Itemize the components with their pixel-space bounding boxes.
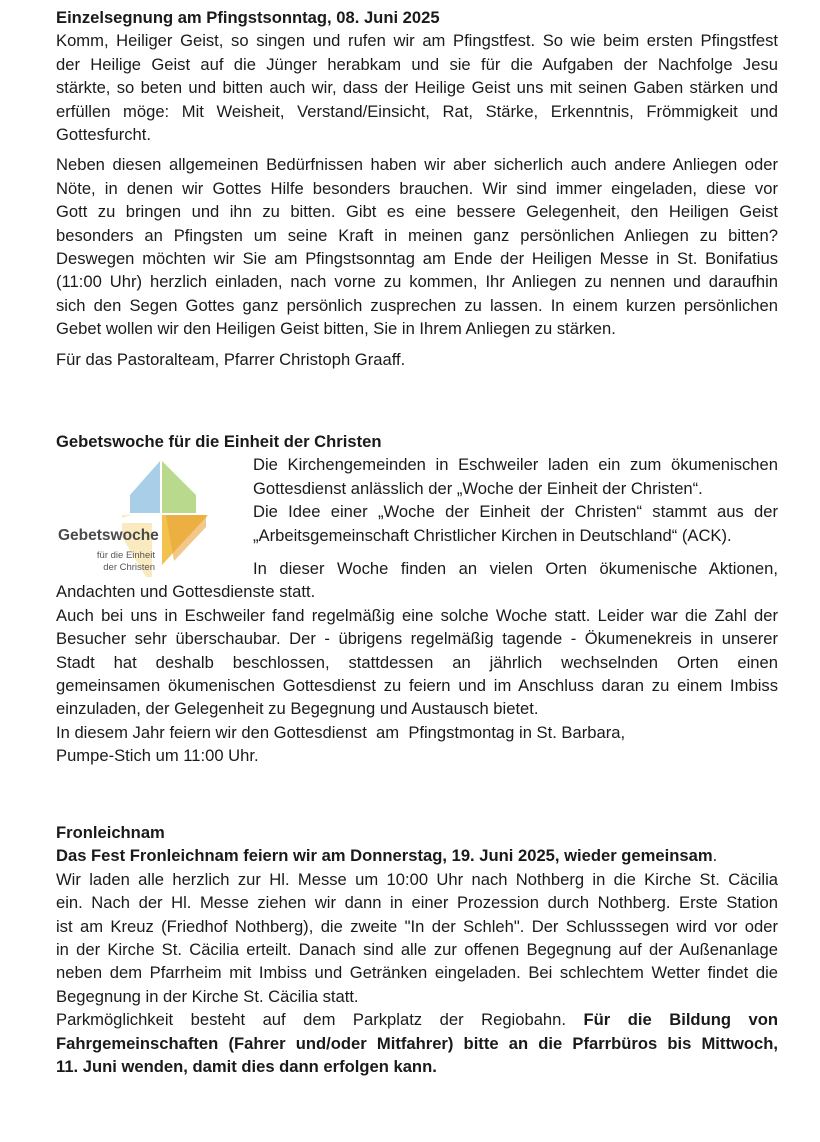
text-line: Besucher sehr überschaubar. Der - übrigens regelmäßig tagende - Ökumenekreis in unserer xyxy=(56,629,778,649)
logo-title: Gebetswoche xyxy=(58,527,159,544)
text-line: (11:00 Uhr) herzlich einladen, nach vorne zu kommen, Ihr Anliegen zu nennen und daraufhin xyxy=(56,272,778,292)
text-line: Die Kirchengemeinden in Eschweiler laden ein zum ökumenischen xyxy=(253,455,778,475)
section-gebetswoche xyxy=(56,430,778,768)
text-line xyxy=(56,1008,778,1031)
text-line: der Heilige Geist auf die Jünger herabkam und sie für die Aufgaben der Nachfolge Jesu xyxy=(56,54,778,74)
text-line: Gebet wollen wir den Heiligen Geist bitten, Sie in Ihrem Anliegen zu stärken. xyxy=(56,319,616,339)
text-line: sich den Segen Gottes ganz persönlich zusprechen zu lassen. In einem kurzen persönlichen xyxy=(56,295,778,315)
text-line: Die Idee einer „Woche der Einheit der Christen“ stammt aus der xyxy=(253,502,778,522)
text-line: Wir laden alle herzlich zur Hl. Messe um 10:00 Uhr nach Nothberg in die Kirche St. Cäcilia xyxy=(56,869,778,889)
text-line: Stadt hat deshalb beschlossen, stattdessen an jährlich wechselnden Orten einen xyxy=(56,652,778,672)
text-line: 11. Juni wenden, damit dies dann erfolgen kann. xyxy=(56,1057,437,1077)
section-fronleichnam xyxy=(56,821,778,1078)
text-line: Nöte, in denen wir Gottes Hilfe besonders brauchen. Wir sind immer eingeladen, diese vor xyxy=(56,178,778,198)
text-line: Auch bei uns in Eschweiler fand regelmäßig eine solche Woche statt. Leider war die Zahl der xyxy=(56,605,778,625)
text-line: Gottesdienst anlässlich der „Woche der Einheit der Christen“. xyxy=(253,478,703,498)
text-line: erfüllen möge: Mit Weisheit, Verstand/Einsicht, Rat, Stärke, Erkenntnis, Frömmigkeit und xyxy=(56,101,778,121)
gebetswoche-logo xyxy=(56,457,248,581)
text-line: Pumpe-Stich um 11:00 Uhr. xyxy=(56,746,259,766)
text-line: besonders an Pfingsten um seine Kraft in meinen ganz persönlichen Anliegen zu bitten? xyxy=(56,225,778,245)
section-heading: Gebetswoche für die Einheit der Christen xyxy=(56,432,382,451)
text-line: Fahrgemeinschaften (Fahrer und/oder Mitfahrer) bitte an die Pfarrbüros bis Mittwoch, xyxy=(56,1033,778,1053)
text-line xyxy=(56,844,778,867)
text-line: Neben diesen allgemeinen Bedürfnissen haben wir aber sicherlich auch andere Anliegen oder xyxy=(56,155,778,175)
text-line: In dieser Woche finden an vielen Orten ökumenische Aktionen, xyxy=(253,559,778,579)
section-heading: Fronleichnam xyxy=(56,823,165,842)
paragraph xyxy=(56,29,778,146)
logo-subtitle-2: der Christen xyxy=(103,562,155,573)
body-text xyxy=(56,580,778,767)
section-einzelsegnung xyxy=(56,6,778,371)
text-line: stärkte, so beten und bitten auch wir, dass der Heilige Geist uns mit seinen Gaben stärken und xyxy=(56,78,778,98)
parking-text: Parkmöglichkeit besteht auf dem Parkplatz der Regiobahn. xyxy=(56,1010,584,1030)
text-line: Komm, Heiliger Geist, so singen und rufen wir am Pfingstfest. So wie beim ersten Pfingstfest xyxy=(56,31,778,51)
highlight-text: Für die Bildung von xyxy=(583,1010,778,1030)
punctuation: . xyxy=(712,846,718,866)
text-line: ist am Kreuz (Friedhof Nothberg), die zweite "In der Schleh". Der Schlusssegen wird vor oder xyxy=(56,916,778,936)
text-line: „Arbeitsgemeinschaft Christlicher Kirchen in Deutschland“ (ACK). xyxy=(253,525,732,545)
text-line: ein. Nach der Hl. Messe ziehen wir dann in einer Prozession durch Nothberg. Erste Station xyxy=(56,893,778,913)
text-line: Andachten und Gottesdienste statt. xyxy=(56,582,316,602)
text-line: Gottesfurcht. xyxy=(56,125,151,145)
cross-logo-icon xyxy=(56,457,248,581)
highlight-text: Das Fest Fronleichnam feiern wir am Donnerstag, 19. Juni 2025, wieder gemeinsam xyxy=(56,846,713,866)
logo-subtitle-1: für die Einheit xyxy=(96,550,155,561)
section-heading: Einzelsegnung am Pfingstsonntag, 08. Juni 2025 xyxy=(56,8,440,27)
paragraph xyxy=(56,153,778,340)
intro-text xyxy=(253,453,778,580)
signature-line: Für das Pastoralteam, Pfarrer Christoph Graaff. xyxy=(56,349,406,369)
text-line: In diesem Jahr feiern wir den Gottesdienst am Pfingstmontag in St. Barbara, xyxy=(56,722,626,742)
text-line: in der Kirche St. Cäcilia erteilt. Danach sind alle zur offenen Begegnung auf der Außenanlage xyxy=(56,940,778,960)
text-line: gemeinsamen ökumenischen Gottesdienst zu feiern und im Anschluss daran zu einem Imbiss xyxy=(56,676,778,696)
text-line: Begegnung in der Kirche St. Cäcilia statt. xyxy=(56,986,359,1006)
text-line: einzuladen, der Gelegenheit zu Begegnung und Austausch bietet. xyxy=(56,699,539,719)
text-line: Deswegen möchten wir Sie am Pfingstsonntag am Ende der Heiligen Messe in St. Bonifatius xyxy=(56,249,778,269)
text-line: Gott zu bringen und ihn zu bitten. Gibt es eine bessere Gelegenheit, den Heiligen Geist xyxy=(56,202,778,222)
text-line: neben dem Pfarrheim mit Imbiss und Getränken eingeladen. Bei schlechtem Wetter findet die xyxy=(56,963,778,983)
